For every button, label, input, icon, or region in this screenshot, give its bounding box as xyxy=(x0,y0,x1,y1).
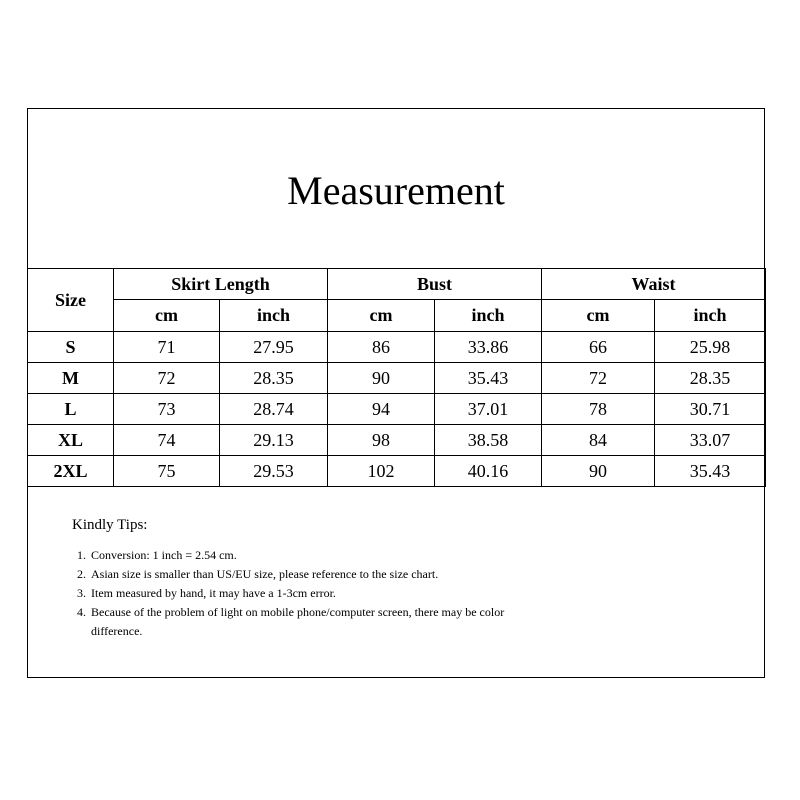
size-cell: S xyxy=(28,332,114,363)
table-row xyxy=(28,394,766,425)
waist-inch-cell: 30.71 xyxy=(655,394,766,425)
unit-header-cm: cm xyxy=(328,300,435,332)
waist-cm-cell: 90 xyxy=(542,456,655,487)
table-body xyxy=(28,332,766,487)
tip-item: 2. Asian size is smaller than US/EU size, please reference to the size chart. xyxy=(89,565,532,584)
skirt-length-cm-cell: 72 xyxy=(114,363,220,394)
waist-cm-cell: 84 xyxy=(542,425,655,456)
bust-inch-cell: 38.58 xyxy=(435,425,542,456)
bust-inch-cell: 35.43 xyxy=(435,363,542,394)
waist-inch-cell: 25.98 xyxy=(655,332,766,363)
waist-cm-cell: 72 xyxy=(542,363,655,394)
bust-cm-cell: 98 xyxy=(328,425,435,456)
bust-inch-cell: 33.86 xyxy=(435,332,542,363)
skirt-length-inch-cell: 29.13 xyxy=(220,425,328,456)
table-group-header-row xyxy=(28,269,766,300)
size-table xyxy=(27,268,766,487)
table-row xyxy=(28,332,766,363)
unit-header-cm: cm xyxy=(542,300,655,332)
table-unit-header-row xyxy=(28,300,766,332)
size-cell: M xyxy=(28,363,114,394)
skirt-length-inch-cell: 28.35 xyxy=(220,363,328,394)
bust-inch-cell: 40.16 xyxy=(435,456,542,487)
unit-header-inch: inch xyxy=(655,300,766,332)
bust-inch-cell: 37.01 xyxy=(435,394,542,425)
waist-cm-cell: 78 xyxy=(542,394,655,425)
skirt-length-inch-cell: 29.53 xyxy=(220,456,328,487)
tip-item: 1. Conversion: 1 inch = 2.54 cm. xyxy=(89,546,532,565)
size-header: Size xyxy=(28,269,114,332)
waist-cm-cell: 66 xyxy=(542,332,655,363)
size-cell: 2XL xyxy=(28,456,114,487)
skirt-length-cm-cell: 75 xyxy=(114,456,220,487)
skirt-length-cm-cell: 74 xyxy=(114,425,220,456)
size-cell: L xyxy=(28,394,114,425)
tips-list xyxy=(72,546,532,641)
skirt-length-inch-cell: 27.95 xyxy=(220,332,328,363)
bust-cm-cell: 90 xyxy=(328,363,435,394)
kindly-tips xyxy=(72,517,532,641)
waist-inch-cell: 28.35 xyxy=(655,363,766,394)
table-row xyxy=(28,363,766,394)
tip-item: 4. Because of the problem of light on mobile phone/computer screen, there may be color difference. xyxy=(89,603,532,641)
skirt-length-header: Skirt Length xyxy=(114,269,328,300)
bust-cm-cell: 94 xyxy=(328,394,435,425)
unit-header-inch: inch xyxy=(435,300,542,332)
table-row xyxy=(28,425,766,456)
measurement-frame xyxy=(27,108,765,678)
unit-header-cm: cm xyxy=(114,300,220,332)
size-cell: XL xyxy=(28,425,114,456)
bust-header: Bust xyxy=(328,269,542,300)
table-row xyxy=(28,456,766,487)
waist-inch-cell: 35.43 xyxy=(655,456,766,487)
waist-inch-cell: 33.07 xyxy=(655,425,766,456)
bust-cm-cell: 102 xyxy=(328,456,435,487)
bust-cm-cell: 86 xyxy=(328,332,435,363)
skirt-length-cm-cell: 73 xyxy=(114,394,220,425)
page-title: Measurement xyxy=(287,167,505,213)
skirt-length-inch-cell: 28.74 xyxy=(220,394,328,425)
tips-title: Kindly Tips: xyxy=(72,517,148,533)
waist-header: Waist xyxy=(542,269,766,300)
unit-header-inch: inch xyxy=(220,300,328,332)
tip-item: 3. Item measured by hand, it may have a 1-3cm error. xyxy=(89,584,532,603)
skirt-length-cm-cell: 71 xyxy=(114,332,220,363)
